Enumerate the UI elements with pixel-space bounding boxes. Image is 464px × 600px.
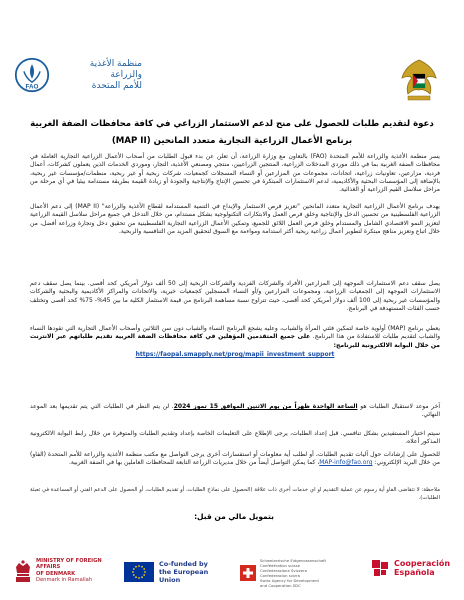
fao-name-line1: منظمة الأغذية والزراعة (89, 58, 142, 80)
header (0, 0, 464, 112)
contact-paragraph (30, 451, 440, 468)
apply-online-text: على جميع المتقدمين المؤهلين في كافة محافظات الضفة الغربية تقديم طلباتهم عبر الانترنت من خلال البوابة الالكترونية للبرنامج: (30, 333, 440, 349)
fees-note: ملاحظة: لا تتقاضى الفاو أية رسوم عن عملية التقديم او اي خدمات أخرى ذات علاقة (الحصول على نماذج الطلبات، أو تقديم الطلبات، أو الحصول على الدعم الفني أو المساعدة في تعبئة الطلبات). (30, 487, 440, 501)
denmark-crown-icon (14, 559, 32, 583)
fao-name (56, 59, 142, 92)
eu-text (159, 560, 221, 584)
selection-paragraph: سيتم اختيار المستفيدين بشكل تنافسي. قبل إعداد الطلبات، يرجى الإطلاع على التعليمات الخاصة بإعداد وتقديم الطلبات والمتوفرة من خلال رابط البوابة الالكترونية المذكور أعلاه. (30, 430, 440, 446)
priority-text: يعطي برنامج (MAP) أولوية خاصة لتمكين فئتي المرأة والشباب، وعليه يشجع البرنامج النساء والشباب دون سن الثلاثين وأصحاب الأعمال التجارية التي تقودها النساء والشباب لتقديم طلبات للاستفادة من هذا البرنامج. (30, 325, 440, 341)
denmark-text (36, 558, 116, 584)
eu-flag-icon (124, 562, 154, 582)
eu-logo (124, 560, 221, 584)
spain-cooperation-icon (370, 558, 390, 578)
spain-logo (370, 558, 451, 578)
donor-logos (0, 522, 464, 600)
eu-line1: Co-funded by (159, 560, 208, 568)
program-subtitle: برنامج الأعمال الزراعية التجارية متعدد المانحين (MAP II) (111, 136, 353, 146)
swiss-logo (240, 558, 326, 588)
fao-logo (14, 52, 184, 98)
swiss-agency: Swiss Agency for Development and Cooperation SDC (260, 578, 320, 588)
fao-name-line2: للأمم المتحدة (91, 80, 142, 91)
priority-paragraph (30, 325, 440, 359)
fao-emblem-icon (14, 57, 50, 93)
funded-by-label: بتمويل مالي من قبل: (194, 512, 274, 521)
deadline-paragraph (30, 403, 440, 420)
swiss-text (260, 558, 326, 588)
swiss-languages: Schweizerische Eidgenossenschaft Confédération suisse Confederazione Svizzera Confederaziun svizra (260, 558, 326, 578)
funding-ceiling-paragraph: يصل سقف دعم الاستثمارات الموجهة إلى المزارعين الأفراد والشركات الفردية والشركات الربحية إلى 50 ألف دولار أمريكي كحد أقصى. بينما يصل سقف دعم الاستثمارات الموجهة إلى الجمعيات الزراعية، ومجموعات المزارعين و/أو النساء المسجلين كجمعيات خيرية، والاتحادات والمراكز الأكاديمية والبحثية والشركات والمؤسسات غير ربحية إلى 100 ألف دولار أمريكي كحد أقصى، حيث تتراوح نسبة مساهمة البرنامج من قيمة الاستثمار الكلية ما بين 45%- 75% كحد أقصى وتختلف حسب الفئات المستهدفة في البرنامج. (30, 280, 441, 312)
palestine-emblem-icon (396, 56, 442, 106)
contact-lead: للحصول على إرشادات حول آليات تقديم الطلبات، أو لطلب أية معلومات أو استفسارات أخرى يرجى التواصل مع مكتب منظمة الأغذية والزراعة للأمم المتحدة (الفاو) من خلال البريد الإلكتروني: (30, 451, 440, 467)
portal-link[interactable]: https://faopal.smapply.net/prog/mapii_investment_support (135, 350, 335, 358)
program-goal-paragraph: يهدف برنامج الأعمال الزراعية التجارية متعدد المانحين "تعزيز فرص الاستثمار والإبداع في التنمية المستدامة لقطاع الأغذية والزراعة" (MAP II) إلى دعم الأعمال الزراعية الفلسطينية من تحسين الدخل والإنتاجية وخلق فرص العمل والابتكارات التكنولوجية بشكل مستدام، من خلال التدخل في جميع مراحل سلاسل القيمة الزراعية لتعزيز النمو الاقتصادي الشامل والمستدام وخلق فرص العمل اللائق للجميع، وتمكين الأعمال الزراعية التجارية الفلسطينية من تحقيق دخل وتجارة وزراعة أفضل، من خلال اتباع وتعزيز مناهج مبتكرة لتطوير أعمال زراعية ربحية أكثر استدامة ومواءمة مع السوق لتحقيق المزيد من التنافسية والربحية. (30, 203, 440, 235)
deadline-tail: . لن يتم النظر في الطلبات التي يتم تقديمها بعد الموعد النهائي. (30, 403, 440, 419)
spain-line1: Cooperación (394, 559, 451, 568)
denmark-logo (14, 558, 116, 584)
contact-tail: ، كما يمكن التواصل أيضاً من خلال مديريات الزراعة التابعة للمحافظات العاملين بها في الضفة الغربية. (69, 459, 320, 467)
contact-email-link[interactable]: MAP-info@fao.org (319, 459, 373, 467)
denmark-line2: OF DENMARK (36, 570, 76, 577)
deadline-date: الساعة الواحدة ظهراً من يوم الاثنين الموافق 15 تموز 2024 (173, 403, 358, 410)
page-title: دعوة لتقديم طلبات للحصول على منح لدعم الاستثمار الزراعي في كافة محافظات الضفة الغربية (30, 119, 434, 129)
deadline-lead: آخر موعد لاستقبال الطلبات هو (360, 403, 440, 410)
spain-line2: Española (394, 568, 435, 577)
denmark-line3: Denmark in Ramallah (36, 577, 93, 584)
intro-paragraph: يسر منظمة الأغذية والزراعة للأمم المتحدة (FAO) بالتعاون مع وزارة الزراعة، أن تعلن عن بدء قبول الطلبات من أصحاب الأعمال الزراعية التجارية العاملة في محافظات الضفة الغربية بما في ذلك موردي المدخلات الزراعية، المنتجين الزراعيين، منتجي ومصنعي الأغذية، التجار، وموردي الخدمات الذين يعملون كشركات، أعمال فردية، مزارعين، تعاونيات زراعية، اتحادات، مجموعات من المزارعين أو النساء المسجلات كجمعيات، شركات ربحية أو غير ربحية، منظمات/مؤسسات غير ربحية، بالإضافة إلى المؤسسات البحثية والأكاديمية، لدعم الاستثمارات المبتكرة في تحسين الإنتاج والإنتاجية والجودة أو زيادة القيمة بطريقة مستدامة بيئيا في أي مرحلة من مراحل سلاسل القيم الزراعية أو الغذائية. (30, 153, 440, 194)
denmark-line1: MINISTRY OF FOREIGN AFFAIRS (36, 558, 102, 571)
swiss-cross-icon (240, 565, 256, 581)
eu-line2: the European Union (159, 568, 209, 584)
spain-text (394, 559, 451, 577)
fao-acronym: FAO (25, 83, 39, 91)
